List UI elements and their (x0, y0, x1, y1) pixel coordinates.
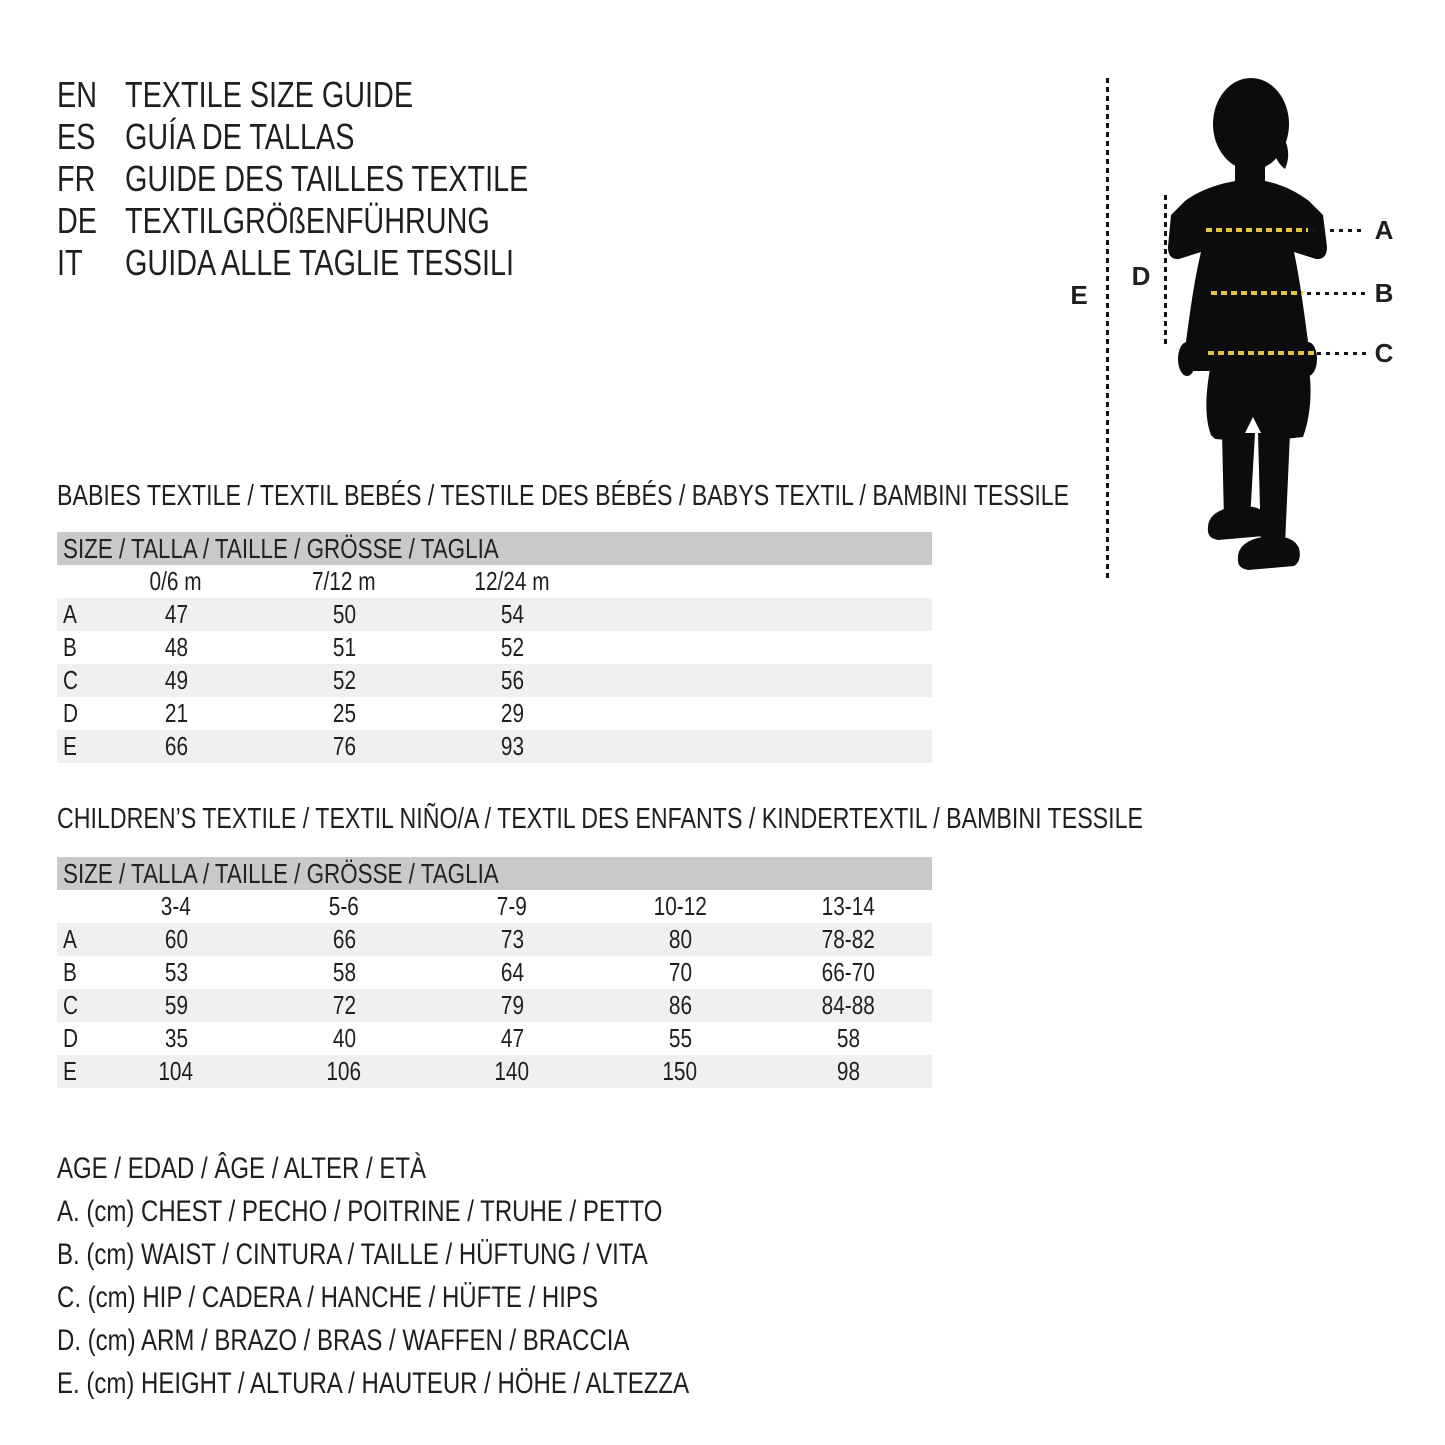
children-col-1: 5-6 (328, 891, 360, 921)
title-it: GUIDA ALLE TAGLIE TESSILI (125, 242, 514, 283)
babies-col-0: 0/6 m (149, 566, 203, 596)
lang-row-es (57, 116, 629, 158)
chest-dot-line-a (1312, 229, 1366, 232)
children-column-header-row (57, 890, 932, 923)
table-row: D 35 40 47 55 58 (63, 1023, 860, 1053)
babies-section-title: BABIES TEXTILE / TEXTIL BEBÉS / TESTILE DES BÉBÉS / BABYS TEXTIL / BAMBINI TESSILE (57, 480, 1070, 512)
lang-row-it (57, 242, 629, 284)
table-row: A 47 50 54 (57, 598, 932, 631)
children-col-2: 7-9 (496, 891, 528, 921)
legend-line-age: AGE / EDAD / ÂGE / ALTER / ETÀ (57, 1152, 426, 1185)
label-e: E (1070, 280, 1088, 310)
lang-code-es: ES (57, 116, 96, 157)
title-en: TEXTILE SIZE GUIDE (125, 74, 414, 115)
hip-dot-line-c (1317, 352, 1366, 355)
lang-row-de (57, 200, 629, 242)
legend-line-hip: C. (cm) HIP / CADERA / HANCHE / HÜFTE / HIPS (57, 1281, 598, 1314)
lang-row-fr (57, 158, 629, 200)
hip-dash-line-c (1208, 351, 1314, 355)
legend-line-arm: D. (cm) ARM / BRAZO / BRAS / WAFFEN / BRACCIA (57, 1324, 630, 1357)
babies-col-1: 7/12 m (312, 566, 376, 596)
legend-line-waist: B. (cm) WAIST / CINTURA / TAILLE / HÜFTUNG / VITA (57, 1238, 648, 1271)
chest-dash-line-a (1206, 228, 1308, 232)
babies-column-header-row (57, 565, 932, 598)
lang-row-en (57, 74, 629, 116)
babies-size-table (57, 532, 932, 763)
children-section-title: CHILDREN’S TEXTILE / TEXTIL NIÑO/A / TEXTIL DES ENFANTS / KINDERTEXTIL / BAMBINI TESSILE (57, 803, 1143, 835)
table-row: C 49 52 56 (57, 664, 932, 697)
table-row: B 53 58 64 70 66-70 (63, 957, 875, 987)
babies-col-2: 12/24 m (474, 566, 550, 596)
lang-code-en: EN (57, 74, 98, 115)
title-es: GUÍA DE TALLAS (125, 116, 355, 157)
table-row: E 104 106 140 150 98 (57, 1055, 932, 1088)
children-col-3: 10-12 (653, 891, 707, 921)
children-size-header-bar: SIZE / TALLA / TAILLE / GRÖSSE / TAGLIA (57, 857, 932, 890)
babies-size-header-bar: SIZE / TALLA / TAILLE / GRÖSSE / TAGLIA (57, 532, 932, 565)
lang-code-it: IT (57, 242, 83, 283)
label-d: D (1131, 261, 1151, 291)
table-row: D 21 25 29 (63, 698, 524, 728)
table-row: E 66 76 93 (57, 730, 932, 763)
waist-dot-line-b (1307, 292, 1366, 295)
measurement-legend (57, 1147, 847, 1405)
lang-code-fr: FR (57, 158, 96, 199)
title-fr: GUIDE DES TAILLES TEXTILE (125, 158, 529, 199)
legend-line-chest: A. (cm) CHEST / PECHO / POITRINE / TRUHE / PETTO (57, 1195, 663, 1228)
lang-code-de: DE (57, 200, 98, 241)
table-row: A 60 66 73 80 78-82 (57, 923, 932, 956)
title-de: TEXTILGRÖßENFÜHRUNG (125, 200, 490, 241)
tshirt-shape (1168, 179, 1327, 371)
left-hand (1178, 342, 1196, 376)
waist-dash-line-b (1211, 291, 1303, 295)
arm-measure-line-d (1164, 195, 1167, 348)
label-a: A (1374, 215, 1394, 245)
table-row: B 48 51 52 (63, 632, 524, 662)
children-size-table (57, 857, 932, 1088)
shorts-shape (1206, 369, 1310, 441)
language-title-list (57, 74, 629, 284)
label-c: C (1374, 338, 1394, 368)
table-row: C 59 72 79 86 84-88 (57, 989, 932, 1022)
children-col-0: 3-4 (160, 891, 192, 921)
legend-line-height: E. (cm) HEIGHT / ALTURA / HAUTEUR / HÖHE / ALTEZZA (57, 1367, 690, 1400)
children-col-4: 13-14 (821, 891, 875, 921)
right-shoe (1238, 536, 1300, 570)
label-b: B (1374, 278, 1394, 308)
